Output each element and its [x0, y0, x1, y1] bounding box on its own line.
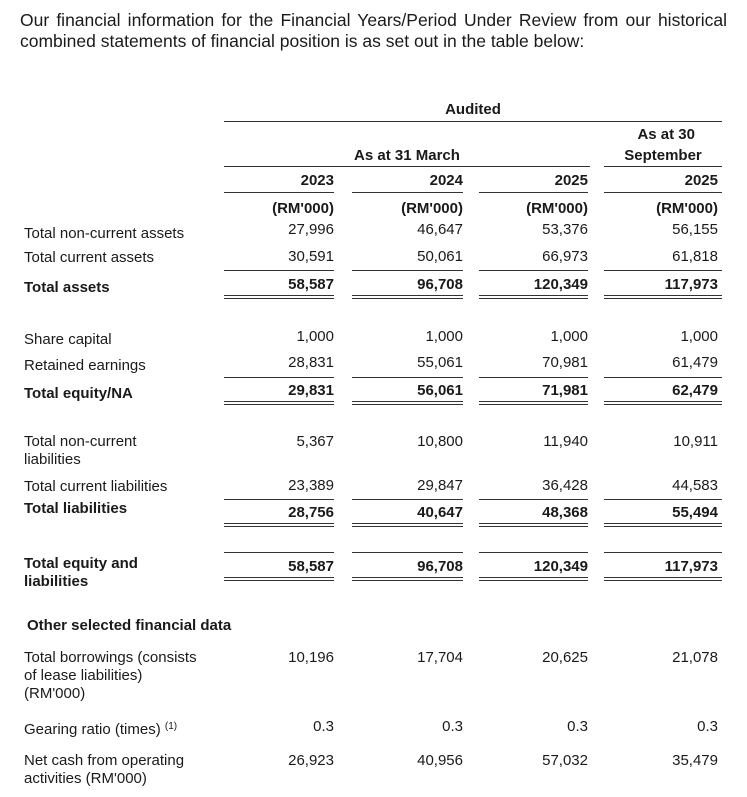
cell: 117,973: [664, 276, 718, 293]
subtotal-rule: [352, 552, 463, 553]
row-label: Total current assets: [24, 249, 155, 266]
cell: 48,368: [542, 504, 588, 521]
subtotal-rule: [224, 270, 334, 271]
cell: 58,587: [288, 558, 334, 575]
unit-col3: (RM'000): [526, 200, 588, 217]
row-label: Total equity/NA: [24, 385, 133, 402]
cell: 61,818: [672, 248, 718, 265]
subtotal-rule: [224, 499, 334, 500]
row-label: Share capital: [24, 331, 112, 348]
cell: 0.3: [697, 718, 718, 735]
subtotal-rule: [604, 270, 722, 271]
cell: 56,061: [417, 382, 463, 399]
cell: 57,032: [542, 752, 588, 769]
cell: 61,479: [672, 354, 718, 371]
year-col2: 2024: [429, 172, 463, 189]
cell: 56,155: [672, 221, 718, 238]
subtotal-rule: [604, 377, 722, 378]
total-double-rule: [479, 401, 588, 405]
subtotal-rule: [352, 499, 463, 500]
unit-col2: (RM'000): [401, 200, 463, 217]
cell: 11,940: [543, 433, 588, 450]
subtotal-rule: [604, 552, 722, 553]
total-double-rule: [604, 523, 722, 527]
cell: 30,591: [288, 248, 334, 265]
cell: 71,981: [542, 382, 588, 399]
total-double-rule: [224, 523, 334, 527]
total-double-rule: [604, 577, 722, 581]
row-label: Total non-current liabilities: [24, 433, 137, 468]
cell: 21,078: [672, 649, 718, 666]
cell: 55,061: [417, 354, 463, 371]
subtotal-rule: [479, 270, 588, 271]
march-rule: [224, 166, 590, 167]
cell: 29,847: [417, 477, 463, 494]
cell: 36,428: [542, 477, 588, 494]
cell: 26,923: [288, 752, 334, 769]
total-double-rule: [604, 401, 722, 405]
total-double-rule: [352, 523, 463, 527]
year-rule: [352, 192, 463, 193]
total-double-rule: [352, 295, 463, 299]
cell: 96,708: [417, 558, 463, 575]
subtotal-rule: [479, 552, 588, 553]
cell: 120,349: [533, 558, 588, 575]
row-label: Net cash from operating activities (RM'000): [24, 752, 185, 787]
cell: 0.3: [442, 718, 463, 735]
total-double-rule: [479, 295, 588, 299]
year-rule: [604, 192, 722, 193]
cell: 53,376: [542, 221, 588, 238]
row-label: Retained earnings: [24, 357, 146, 374]
footnote-marker: (1): [164, 721, 178, 732]
row-label: Total borrowings (consists of lease liabilities) (RM'000): [24, 649, 197, 702]
cell: 120,349: [533, 276, 588, 293]
year-rule: [479, 192, 588, 193]
year-rule: [224, 192, 334, 193]
cell: 10,911: [673, 433, 718, 450]
row-label: Total equity and liabilities: [24, 555, 138, 590]
cell: 40,647: [417, 504, 463, 521]
subtotal-rule: [479, 377, 588, 378]
march-header: As at 31 March: [354, 147, 460, 164]
cell: 17,704: [417, 649, 463, 666]
subtotal-rule: [224, 552, 334, 553]
year-col4: 2025: [684, 172, 718, 189]
cell: 62,479: [672, 382, 718, 399]
sept-header-line2: September: [624, 147, 702, 164]
unit-col4: (RM'000): [656, 200, 718, 217]
cell: 1,000: [296, 328, 334, 345]
subtotal-rule: [604, 499, 722, 500]
total-double-rule: [224, 401, 334, 405]
cell: 1,000: [680, 328, 718, 345]
cell: 28,756: [288, 504, 334, 521]
cell: 1,000: [550, 328, 588, 345]
cell: 44,583: [672, 477, 718, 494]
total-double-rule: [479, 577, 588, 581]
cell: 10,800: [417, 433, 463, 450]
cell: 46,647: [417, 221, 463, 238]
year-col1: 2023: [300, 172, 334, 189]
audited-header: Audited: [445, 101, 501, 118]
total-double-rule: [352, 401, 463, 405]
cell: 55,494: [672, 504, 718, 521]
row-label: Total non-current assets: [24, 225, 185, 242]
cell: 29,831: [288, 382, 334, 399]
cell: 1,000: [425, 328, 463, 345]
cell: 66,973: [542, 248, 588, 265]
cell: 27,996: [288, 221, 334, 238]
cell: 5,367: [296, 433, 334, 450]
cell: 40,956: [417, 752, 463, 769]
total-double-rule: [352, 577, 463, 581]
sept-rule: [604, 166, 722, 167]
cell: 0.3: [567, 718, 588, 735]
row-label: Total liabilities: [24, 500, 128, 517]
total-double-rule: [479, 523, 588, 527]
row-label: Total assets: [24, 279, 110, 296]
cell: 0.3: [313, 718, 334, 735]
cell: 23,389: [288, 477, 334, 494]
sept-header-line1: As at 30: [637, 126, 695, 143]
gearing-label: Gearing ratio (times): [24, 721, 161, 738]
cell: 20,625: [542, 649, 588, 666]
cell: 10,196: [288, 649, 334, 666]
cell: 70,981: [542, 354, 588, 371]
year-col3: 2025: [554, 172, 588, 189]
intro-paragraph: Our financial information for the Financial Years/Period Under Review from our historical combined statements of financial position is as set out in the table below:: [20, 10, 727, 51]
cell: 28,831: [288, 354, 334, 371]
audited-rule: [224, 121, 722, 122]
cell: 117,973: [664, 558, 718, 575]
unit-col1: (RM'000): [272, 200, 334, 217]
cell: 58,587: [288, 276, 334, 293]
subtotal-rule: [352, 377, 463, 378]
subtotal-rule: [224, 377, 334, 378]
row-label: Total current liabilities: [24, 478, 168, 495]
total-double-rule: [604, 295, 722, 299]
cell: 50,061: [417, 248, 463, 265]
row-label: [24, 718, 177, 739]
subtotal-rule: [352, 270, 463, 271]
cell: 35,479: [672, 752, 718, 769]
section-heading: Other selected financial data: [27, 617, 232, 634]
subtotal-rule: [479, 499, 588, 500]
total-double-rule: [224, 577, 334, 581]
cell: 96,708: [417, 276, 463, 293]
total-double-rule: [224, 295, 334, 299]
